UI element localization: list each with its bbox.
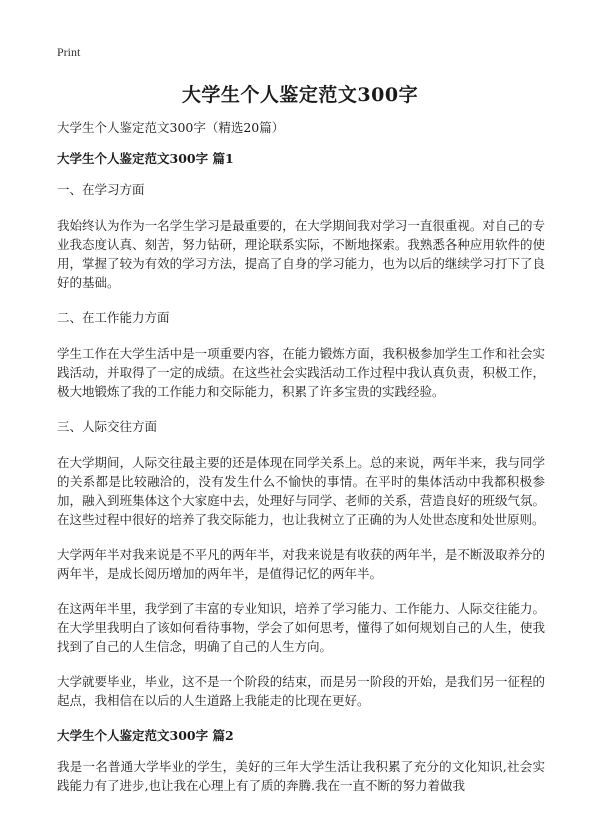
subheading-social: 三、人际交往方面 (57, 419, 158, 434)
paragraph: 我始终认为作为一名学生学习是最重要的，在大学期间我对学习一直很重视。对自己的专业我态度认真、刻苦，努力钻研，理论联系实际，不断地探索。我熟悉各种应用软件的使用，掌握了较为有效的学习方法，提高了自身的学习能力，也为以后的继续学习打下了良好的基础。 (57, 218, 545, 290)
print-link[interactable]: Print (57, 45, 81, 59)
subheading-work: 二、在工作能力方面 (57, 310, 170, 325)
paragraph: 学生工作在大学生活中是一项重要内容，在能力锻炼方面，我积极参加学生工作和社会实践活动，并取得了一定的成绩。在这些社会实践活动工作过程中我认真负责，积极工作，极大地锻炼了我的工作能力和交际能力，积累了许多宝贵的实践经验。 (57, 346, 545, 399)
page-title: 大学生个人鉴定范文300字 (181, 84, 419, 106)
paragraph: 大学就要毕业，毕业，这不是一个阶段的结束，而是另一阶段的开始，是我们另一征程的起点，我相信在以后的人生道路上我能走的比现在更好。 (57, 674, 545, 708)
article-body (57, 118, 545, 811)
paragraph: 我是一名普通大学毕业的学生，美好的三年大学生活让我积累了充分的文化知识,社会实践能力有了进步,也让我在心理上有了质的奔腾.我在一直不断的努力着做我 (57, 759, 545, 793)
section-heading-2: 大学生个人鉴定范文300字 篇2 (57, 728, 234, 743)
paragraph: 在这两年半里，我学到了丰富的专业知识，培养了学习能力、工作能力、人际交往能力。在大学里我明白了该如何看待事物，学会了如何思考，懂得了如何规划自己的人生，使我找到了自己的人生信念，明确了自己的人生方向。 (57, 601, 545, 654)
paragraph: 大学两年半对我来说是不平凡的两年半，对我来说是有收获的两年半，是不断汲取养分的两年半，是成长阅历增加的两年半，是值得记忆的两年半。 (57, 547, 545, 581)
paragraph: 在大学期间，人际交往最主要的还是体现在同学关系上。总的来说，两年半来，我与同学的关系都是比较融洽的，没有发生什么不愉快的事情。在平时的集体活动中我都积极参加，融入到班集体这个大家庭中去，处理好与同学、老师的关系，营造良好的班级气氛。在这些过程中很好的培养了我交际能力，也让我树立了正确的为人处世态度和处世原则。 (57, 455, 545, 527)
section-heading-1: 大学生个人鉴定范文300字 篇1 (57, 151, 234, 166)
subheading-study: 一、在学习方面 (57, 182, 145, 197)
article-subtitle: 大学生个人鉴定范文300字（精选20篇） (57, 120, 285, 135)
